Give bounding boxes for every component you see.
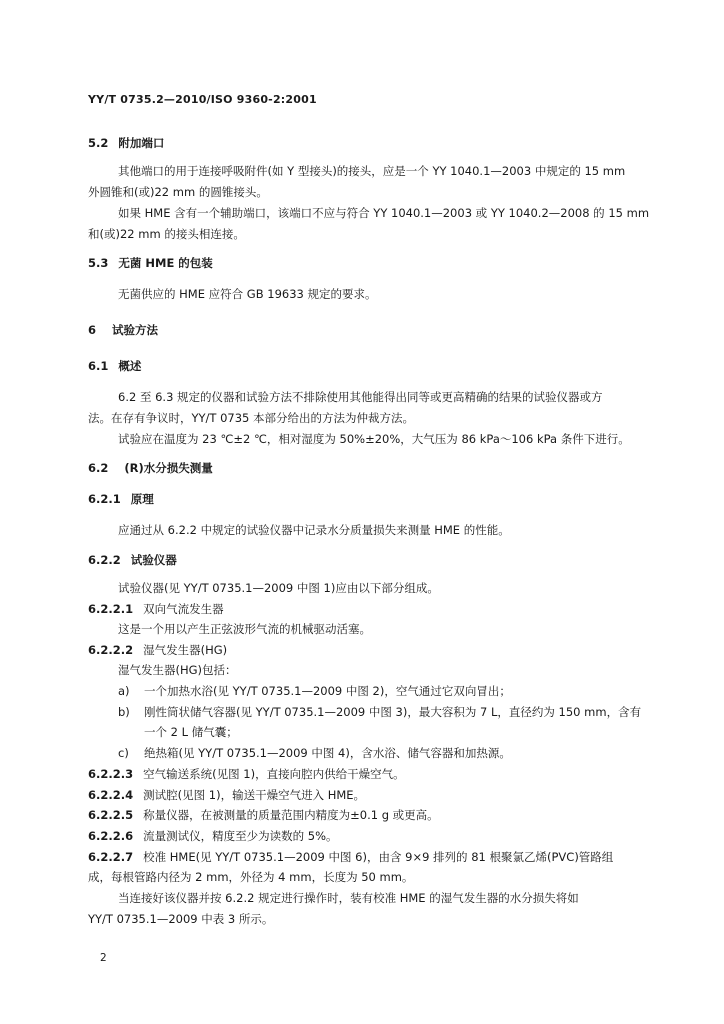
clause-6-2-2-4 [88, 787, 365, 803]
clause-text: 称量仪器，在被测量的质量范围内精度为±0.1 g 或更高。 [143, 808, 439, 822]
section-heading-6-2 [88, 460, 213, 476]
clause-text: 测试腔(见图 1)，输送干燥空气进入 HME。 [143, 788, 366, 802]
paragraph-line: 法。在存有争议时，YY/T 0735 本部分给出的方法为仲裁方法。 [88, 411, 415, 425]
list-label: b) [118, 705, 130, 719]
section-title: (R)水分损失测量 [124, 461, 213, 475]
paragraph-line: 和(或)22 mm 的接头相连接。 [88, 227, 245, 241]
paragraph-line: 其他端口的用于连接呼吸附件(如 Y 型接头)的接头，应是一个 YY 1040.1—2003 中规定的 15 mm [118, 164, 626, 178]
clause-number: 6.2.2.4 [88, 788, 134, 802]
clause-title: 双向气流发生器 [143, 602, 224, 616]
list-item-b-continued: 一个 2 L 储气囊； [144, 725, 238, 739]
section-title: 原理 [130, 492, 154, 506]
list-text: 一个加热水浴(见 YY/T 0735.1—2009 中图 2)，空气通过它双向冒出； [144, 684, 511, 698]
clause-6-2-2-2 [88, 642, 227, 658]
clause-number: 6.2.2.5 [88, 808, 134, 822]
section-heading-6 [88, 322, 158, 338]
section-number: 5.2 [88, 136, 109, 150]
paragraph-line: 湿气发生器(HG)包括： [118, 663, 237, 677]
clause-6-2-2-1 [88, 601, 224, 617]
section-heading-6-1 [88, 358, 141, 374]
paragraph-line: 这是一个用以产生正弦波形气流的机械驱动活塞。 [118, 622, 371, 636]
section-number: 6.2 [88, 461, 109, 475]
clause-text: 空气输送系统(见图 1)，直接向腔内供给干燥空气。 [143, 767, 405, 781]
list-item-b [118, 704, 641, 720]
section-heading-5-3 [88, 255, 213, 271]
clause-6-2-2-6 [88, 828, 338, 844]
clause-text: 校准 HME(见 YY/T 0735.1—2009 中图 6)，由含 9×9 排列的 81 根聚氯乙烯(PVC)管路组 [143, 850, 614, 864]
section-number: 6.2.1 [88, 492, 121, 506]
section-title: 附加端口 [118, 136, 165, 150]
paragraph-line: 试验仪器(见 YY/T 0735.1—2009 中图 1)应由以下部分组成。 [118, 581, 439, 595]
paragraph-line: 当连接好该仪器并按 6.2.2 规定进行操作时，装有校准 HME 的湿气发生器的水分损失将如 [118, 891, 579, 905]
paragraph-line: 试验应在温度为 23 ℃±2 ℃，相对湿度为 50%±20%，大气压为 86 kPa～106 kPa 条件下进行。 [118, 432, 630, 446]
clause-title: 湿气发生器(HG) [143, 643, 228, 657]
paragraph-line: 应通过从 6.2.2 中规定的试验仪器中记录水分质量损失来测量 HME 的性能。 [118, 523, 510, 537]
section-heading-6-2-2 [88, 552, 177, 568]
page-number: 2 [100, 952, 107, 964]
section-title: 无菌 HME 的包装 [118, 256, 213, 270]
list-label: a) [118, 684, 130, 698]
document-id-header: YY/T 0735.2—2010/ISO 9360-2:2001 [88, 93, 317, 106]
clause-number: 6.2.2.7 [88, 850, 134, 864]
list-text: 绝热箱(见 YY/T 0735.1—2009 中图 4)，含水浴、储气容器和加热源。 [144, 746, 511, 760]
list-item-c [118, 745, 511, 761]
clause-6-2-2-7 [88, 849, 613, 865]
clause-6-2-2-3 [88, 766, 405, 782]
paragraph-line: 如果 HME 含有一个辅助端口，该端口不应与符合 YY 1040.1—2003 或 YY 1040.2—2008 的 15 mm [118, 206, 650, 220]
section-number: 6.2.2 [88, 553, 121, 567]
paragraph-line: 6.2 至 6.3 规定的仪器和试验方法不排除使用其他能得出同等或更高精确的结果的试验仪器或方 [118, 390, 603, 404]
list-text: 刚性筒状储气容器(见 YY/T 0735.1—2009 中图 3)，最大容积为 7 L，直径约为 150 mm，含有 [144, 705, 642, 719]
paragraph-line: 外圆锥和(或)22 mm 的圆锥接头。 [88, 185, 268, 199]
section-heading-5-2 [88, 135, 164, 151]
paragraph-line: 成，每根管路内径为 2 mm，外径为 4 mm，长度为 50 mm。 [88, 870, 414, 884]
clause-6-2-2-5 [88, 807, 439, 823]
section-title: 试验方法 [112, 323, 159, 337]
section-number: 6.1 [88, 359, 109, 373]
clause-number: 6.2.2.1 [88, 602, 134, 616]
section-title: 概述 [118, 359, 142, 373]
section-number: 5.3 [88, 256, 109, 270]
clause-text: 流量测试仪，精度至少为读数的 5%。 [143, 829, 338, 843]
clause-number: 6.2.2.6 [88, 829, 134, 843]
section-title: 试验仪器 [130, 553, 177, 567]
section-number: 6 [88, 323, 97, 337]
list-item-a [118, 683, 511, 699]
paragraph-line: YY/T 0735.1—2009 中表 3 所示。 [88, 912, 274, 926]
paragraph-line: 无菌供应的 HME 应符合 GB 19633 规定的要求。 [118, 287, 377, 301]
section-heading-6-2-1 [88, 491, 154, 507]
clause-number: 6.2.2.2 [88, 643, 134, 657]
list-label: c) [118, 746, 129, 760]
clause-number: 6.2.2.3 [88, 767, 134, 781]
